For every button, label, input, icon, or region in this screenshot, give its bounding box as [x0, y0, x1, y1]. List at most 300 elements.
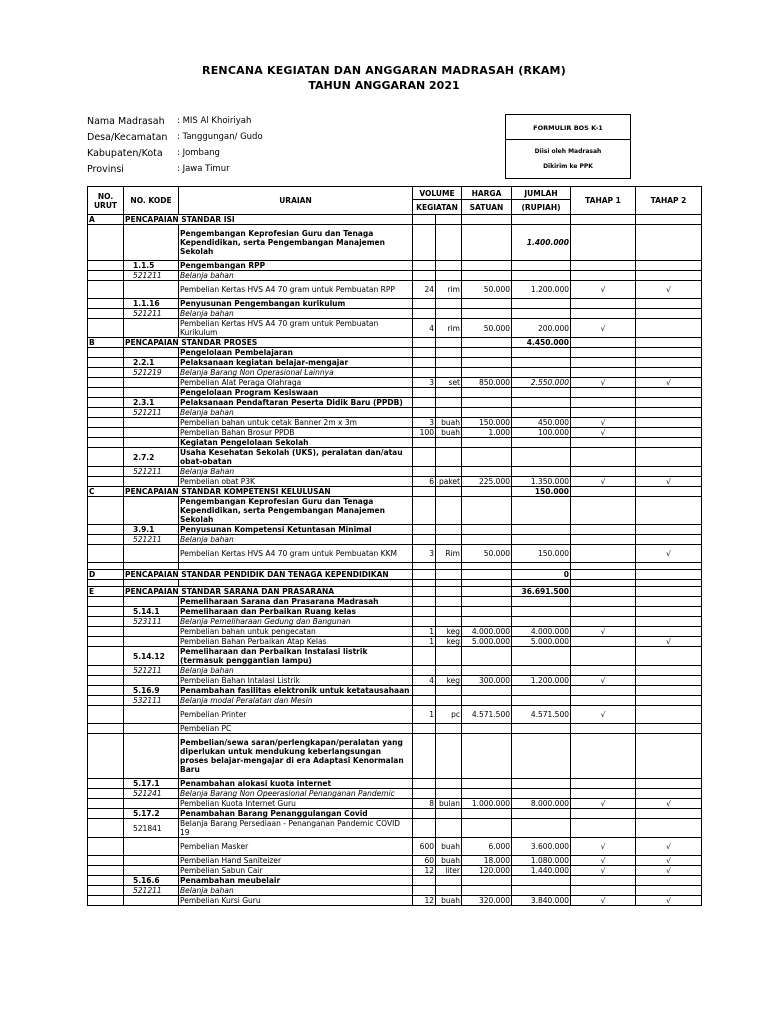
tahap-1-check — [571, 348, 636, 358]
price-cell: 320.000 — [462, 896, 512, 906]
item-description: Pembelian Kursi Guru — [179, 896, 413, 906]
amount-cell: 4.571.500 — [512, 706, 571, 724]
row-code: 1.1.5 — [124, 261, 179, 271]
activity-title: Penambahan Barang Penanggulangan Covid — [179, 809, 413, 819]
unit-cell: buah — [436, 428, 462, 438]
price-cell: 150.000 — [462, 418, 512, 428]
tahap-2-check — [636, 368, 702, 378]
unit-cell — [436, 348, 462, 358]
tahap-1-check — [571, 535, 636, 545]
amount-cell: 5.000.000 — [512, 637, 571, 647]
info-label: Provinsi — [87, 164, 124, 175]
group-title: Pengembangan Keprofesian Guru dan Tenaga Kependidikan, serta Pengembangan Manajemen Sekolah — [179, 497, 413, 525]
form-code: FORMULIR BOS K-1 — [533, 124, 603, 132]
amount-cell: 150.000 — [512, 487, 571, 497]
amount-cell — [512, 358, 571, 368]
row-no-urut — [88, 734, 124, 779]
price-cell — [462, 535, 512, 545]
unit-cell — [436, 448, 462, 467]
group-title: Pengelolaan Program Kesiswaan — [179, 388, 413, 398]
row-no-urut — [88, 309, 124, 319]
volume-cell: 8 — [413, 799, 436, 809]
item-description: Pembelian Printer — [179, 706, 413, 724]
tahap-1-check: √ — [571, 428, 636, 438]
empty-cell — [571, 563, 636, 570]
price-cell: 4.571.500 — [462, 706, 512, 724]
row-no-urut — [88, 525, 124, 535]
price-cell — [462, 525, 512, 535]
amount-cell: 1.200.000 — [512, 676, 571, 686]
tahap-1-check — [571, 789, 636, 799]
amount-cell — [512, 388, 571, 398]
tahap-1-check: √ — [571, 418, 636, 428]
group-title: Pengembangan Keprofesian Guru dan Tenaga Kependidikan, serta Pengembangan Manajemen Sekolah — [179, 225, 413, 261]
table-row — [88, 799, 702, 809]
row-no-urut — [88, 896, 124, 906]
info-value: : MIS Al Khoiriyah — [177, 116, 252, 126]
item-description: Pembelian Kuota Internet Guru — [179, 799, 413, 809]
tahap-2-check: √ — [636, 799, 702, 809]
unit-cell — [436, 819, 462, 838]
price-cell — [462, 570, 512, 580]
amount-cell — [512, 696, 571, 706]
table-row — [88, 866, 702, 876]
table-row — [88, 724, 702, 734]
unit-cell — [436, 789, 462, 799]
tahap-1-check — [571, 819, 636, 838]
unit-cell — [436, 309, 462, 319]
table-row — [88, 779, 702, 789]
price-cell — [462, 819, 512, 838]
tahap-2-check — [636, 724, 702, 734]
table-row — [88, 368, 702, 378]
table-row — [88, 448, 702, 467]
row-code: 5.14.1 — [124, 607, 179, 617]
empty-cell — [636, 563, 702, 570]
row-code — [124, 724, 179, 734]
unit-cell: set — [436, 378, 462, 388]
row-code — [124, 627, 179, 637]
row-no-urut — [88, 724, 124, 734]
tahap-2-check — [636, 627, 702, 637]
unit-cell — [436, 225, 462, 261]
price-cell — [462, 388, 512, 398]
tahap-1-check — [571, 368, 636, 378]
volume-cell — [413, 607, 436, 617]
amount-cell — [512, 686, 571, 696]
volume-cell: 600 — [413, 838, 436, 856]
volume-cell: 3 — [413, 378, 436, 388]
price-cell — [462, 271, 512, 281]
tahap-1-check: √ — [571, 799, 636, 809]
form-sent-to: Dikirim ke PPK — [543, 163, 593, 170]
price-cell — [462, 467, 512, 477]
table-row — [88, 597, 702, 607]
table-row — [88, 299, 702, 309]
volume-cell: 6 — [413, 477, 436, 487]
tahap-1-check — [571, 309, 636, 319]
row-code: 521211 — [124, 535, 179, 545]
volume-cell — [413, 368, 436, 378]
volume-cell — [413, 819, 436, 838]
row-code: 2.3.1 — [124, 398, 179, 408]
tahap-1-check — [571, 525, 636, 535]
section-title: PENCAPAIAN STANDAR KOMPETENSI KELULUSAN — [124, 487, 413, 497]
tahap-1-check — [571, 647, 636, 666]
tahap-1-check: √ — [571, 676, 636, 686]
tahap-1-cell — [571, 215, 636, 225]
item-description: Pembelian Sabun Cair — [179, 866, 413, 876]
unit-cell — [436, 398, 462, 408]
price-cell — [462, 724, 512, 734]
activity-title: Penambahan fasilitas elektronik untuk ketatausahaan — [179, 686, 413, 696]
volume-cell — [413, 734, 436, 779]
row-no-urut — [88, 886, 124, 896]
tahap-1-check: √ — [571, 319, 636, 338]
row-no-urut — [88, 799, 124, 809]
table-row — [88, 580, 702, 587]
tahap-1-check: √ — [571, 856, 636, 866]
row-code — [124, 225, 179, 261]
row-no-urut — [88, 607, 124, 617]
row-no-urut — [88, 696, 124, 706]
table-row — [88, 261, 702, 271]
volume-cell: 12 — [413, 896, 436, 906]
row-code: 521841 — [124, 819, 179, 838]
volume-cell — [413, 779, 436, 789]
amount-cell — [512, 607, 571, 617]
unit-cell — [436, 686, 462, 696]
empty-cell — [462, 563, 512, 570]
volume-cell — [413, 886, 436, 896]
table-row — [88, 876, 702, 886]
unit-cell: bulan — [436, 799, 462, 809]
item-description: Pembelian Bahan Brosur PPDB — [179, 428, 413, 438]
row-code: 5.16.9 — [124, 686, 179, 696]
row-code: 521211 — [124, 467, 179, 477]
tahap-2-check — [636, 225, 702, 261]
table-row — [88, 467, 702, 477]
row-code — [124, 866, 179, 876]
tahap-2-check — [636, 876, 702, 886]
volume-cell — [413, 696, 436, 706]
row-code — [124, 545, 179, 563]
table-row — [88, 587, 702, 597]
row-no-urut — [88, 467, 124, 477]
row-code — [124, 838, 179, 856]
amount-cell: 1.200.000 — [512, 281, 571, 299]
empty-cell — [179, 580, 413, 587]
activity-title: Penambahan meubelair — [179, 876, 413, 886]
unit-cell — [436, 779, 462, 789]
unit-cell: buah — [436, 856, 462, 866]
item-description: Pembelian Hand Saniteizer — [179, 856, 413, 866]
unit-cell — [436, 487, 462, 497]
unit-cell: keg — [436, 627, 462, 637]
row-no-urut — [88, 438, 124, 448]
amount-cell: 4.450.000 — [512, 338, 571, 348]
price-cell — [462, 617, 512, 627]
tahap-2-check — [636, 428, 702, 438]
row-no-urut — [88, 477, 124, 487]
item-description: Pembelian Kertas HVS A4 70 gram untuk Pembuatan RPP — [179, 281, 413, 299]
table-row — [88, 487, 702, 497]
expense-category: Belanja Pemeliharaan Gedung dan Bangunan — [179, 617, 413, 627]
tahap-2-check — [636, 358, 702, 368]
unit-cell — [436, 734, 462, 779]
tahap-2-check: √ — [636, 866, 702, 876]
unit-cell: Rim — [436, 545, 462, 563]
item-description: Pembelian Bahan Intalasi Listrik — [179, 676, 413, 686]
volume-cell — [413, 448, 436, 467]
tahap-1-check: √ — [571, 281, 636, 299]
empty-cell — [179, 563, 413, 570]
tahap-1-check — [571, 545, 636, 563]
volume-cell — [413, 467, 436, 477]
activity-title: Pemeliharaan dan Perbaikan Instalasi listrik (termasuk penggantian lampu) — [179, 647, 413, 666]
amount-cell — [512, 724, 571, 734]
tahap-2-check — [636, 497, 702, 525]
budget-table-body — [88, 215, 702, 906]
volume-cell: 100 — [413, 428, 436, 438]
empty-cell — [88, 580, 124, 587]
tahap-2-check — [636, 271, 702, 281]
table-row — [88, 856, 702, 866]
tahap-2-check — [636, 467, 702, 477]
volume-cell: 60 — [413, 856, 436, 866]
tahap-2-check: √ — [636, 477, 702, 487]
row-no-urut — [88, 666, 124, 676]
row-no-urut — [88, 225, 124, 261]
price-cell — [462, 497, 512, 525]
empty-cell — [636, 580, 702, 587]
item-description: Pembelian PC — [179, 724, 413, 734]
info-row-madrasah — [87, 116, 263, 132]
row-no-urut — [88, 319, 124, 338]
tahap-2-check — [636, 597, 702, 607]
tahap-2-cell — [636, 487, 702, 497]
table-row — [88, 789, 702, 799]
table-row — [88, 627, 702, 637]
volume-cell — [413, 438, 436, 448]
row-no-urut — [88, 358, 124, 368]
activity-title: Usaha Kesehatan Sekolah (UKS), peralatan dan/atau obat-obatan — [179, 448, 413, 467]
table-row — [88, 676, 702, 686]
group-title: Pembelian/sewa saran/perlengkapan/peralatan yang diperlukan untuk mendukung keberlangsungan proses belajar-mengajar di era Adaptasi Kenormalan Baru — [179, 734, 413, 779]
empty-cell — [413, 580, 436, 587]
volume-cell — [413, 309, 436, 319]
tahap-2-check: √ — [636, 281, 702, 299]
row-no-urut: D — [88, 570, 124, 580]
amount-cell: 450.000 — [512, 418, 571, 428]
expense-category: Belanja bahan — [179, 309, 413, 319]
table-row — [88, 338, 702, 348]
row-code — [124, 799, 179, 809]
item-description: Pembelian Kertas HVS A4 70 gram untuk Pembuatan KKM — [179, 545, 413, 563]
table-row — [88, 696, 702, 706]
unit-cell: buah — [436, 896, 462, 906]
row-code — [124, 896, 179, 906]
item-description: Pembelian Masker — [179, 838, 413, 856]
volume-cell — [413, 299, 436, 309]
row-code: 5.17.1 — [124, 779, 179, 789]
tahap-2-check: √ — [636, 637, 702, 647]
row-no-urut — [88, 789, 124, 799]
unit-cell: buah — [436, 838, 462, 856]
tahap-2-check — [636, 348, 702, 358]
row-code — [124, 418, 179, 428]
unit-cell — [436, 388, 462, 398]
group-title: Kegiatan Pengelolaan Sekolah — [179, 438, 413, 448]
amount-cell: 1.440.000 — [512, 866, 571, 876]
table-row — [88, 388, 702, 398]
price-cell — [462, 408, 512, 418]
tahap-2-cell — [636, 587, 702, 597]
tahap-2-check: √ — [636, 378, 702, 388]
amount-cell: 1.400.000 — [512, 225, 571, 261]
row-no-urut: B — [88, 338, 124, 348]
row-no-urut — [88, 856, 124, 866]
price-cell: 18.000 — [462, 856, 512, 866]
tahap-1-check — [571, 724, 636, 734]
volume-cell — [413, 348, 436, 358]
row-no-urut — [88, 497, 124, 525]
volume-cell — [413, 525, 436, 535]
volume-cell — [413, 587, 436, 597]
expense-category: Belanja modal Peralatan dan Mesin — [179, 696, 413, 706]
tahap-1-check — [571, 779, 636, 789]
tahap-2-check — [636, 809, 702, 819]
row-code: 5.14.12 — [124, 647, 179, 666]
info-row-provinsi — [87, 164, 263, 180]
tahap-1-check — [571, 271, 636, 281]
table-row — [88, 408, 702, 418]
budget-table — [87, 186, 702, 906]
tahap-2-check: √ — [636, 838, 702, 856]
tahap-2-check — [636, 408, 702, 418]
table-row — [88, 215, 702, 225]
amount-cell — [512, 779, 571, 789]
table-row — [88, 525, 702, 535]
table-row — [88, 819, 702, 838]
amount-cell — [512, 647, 571, 666]
tahap-2-check: √ — [636, 856, 702, 866]
price-cell — [462, 886, 512, 896]
row-no-urut — [88, 647, 124, 666]
unit-cell — [436, 261, 462, 271]
row-code: 2.7.2 — [124, 448, 179, 467]
unit-cell — [436, 724, 462, 734]
volume-cell — [413, 617, 436, 627]
row-code: 2.2.1 — [124, 358, 179, 368]
empty-cell — [571, 580, 636, 587]
tahap-2-cell — [636, 338, 702, 348]
amount-cell — [512, 535, 571, 545]
info-value: : Jawa Timur — [177, 164, 230, 174]
unit-cell — [436, 438, 462, 448]
header-tahap-2: TAHAP 2 — [636, 187, 702, 215]
expense-category: Belanja bahan — [179, 271, 413, 281]
tahap-2-check — [636, 299, 702, 309]
unit-cell — [436, 215, 462, 225]
price-cell — [462, 686, 512, 696]
tahap-1-check — [571, 261, 636, 271]
unit-cell — [436, 338, 462, 348]
volume-cell: 1 — [413, 627, 436, 637]
table-header-row — [88, 187, 702, 200]
amount-cell: 2.550.000 — [512, 378, 571, 388]
table-row — [88, 570, 702, 580]
unit-cell — [436, 809, 462, 819]
volume-cell — [413, 398, 436, 408]
table-row — [88, 319, 702, 338]
row-code: 521241 — [124, 789, 179, 799]
price-cell — [462, 299, 512, 309]
document-title: RENCANA KEGIATAN DAN ANGGARAN MADRASAH (RKAM) — [202, 64, 566, 77]
volume-cell — [413, 570, 436, 580]
tahap-1-cell — [571, 570, 636, 580]
row-no-urut — [88, 627, 124, 637]
volume-cell: 4 — [413, 676, 436, 686]
amount-cell — [512, 348, 571, 358]
info-row-desa — [87, 132, 263, 148]
tahap-2-check — [636, 525, 702, 535]
table-row — [88, 545, 702, 563]
amount-cell — [512, 789, 571, 799]
tahap-1-check — [571, 617, 636, 627]
expense-category: Belanja Barang Non Operasional Lainnya — [179, 368, 413, 378]
table-row — [88, 809, 702, 819]
unit-cell — [436, 467, 462, 477]
unit-cell: paket — [436, 477, 462, 487]
table-row — [88, 886, 702, 896]
header-kegiatan: KEGIATAN — [413, 200, 462, 215]
tahap-1-check — [571, 408, 636, 418]
header-harga: HARGA — [462, 187, 512, 200]
tahap-2-check — [636, 686, 702, 696]
amount-cell — [512, 809, 571, 819]
row-no-urut — [88, 428, 124, 438]
table-row — [88, 428, 702, 438]
row-code: 521211 — [124, 271, 179, 281]
header-rupiah: (RUPIAH) — [512, 200, 571, 215]
row-code: 521211 — [124, 408, 179, 418]
expense-category: Belanja bahan — [179, 535, 413, 545]
row-code — [124, 348, 179, 358]
unit-cell — [436, 617, 462, 627]
empty-cell — [436, 580, 462, 587]
item-description: Pembelian Alat Peraga Olahraga — [179, 378, 413, 388]
volume-cell — [413, 388, 436, 398]
unit-cell: keg — [436, 637, 462, 647]
volume-cell — [413, 215, 436, 225]
price-cell: 5.000.000 — [462, 637, 512, 647]
tahap-1-check — [571, 666, 636, 676]
price-cell — [462, 666, 512, 676]
tahap-1-check: √ — [571, 627, 636, 637]
volume-cell — [413, 724, 436, 734]
price-cell: 4.000.000 — [462, 627, 512, 637]
tahap-2-cell — [636, 215, 702, 225]
amount-cell: 8.000.000 — [512, 799, 571, 809]
row-no-urut — [88, 535, 124, 545]
tahap-2-check — [636, 886, 702, 896]
info-row-kabupaten — [87, 148, 263, 164]
table-row — [88, 734, 702, 779]
amount-cell — [512, 525, 571, 535]
volume-cell: 3 — [413, 545, 436, 563]
price-cell — [462, 809, 512, 819]
